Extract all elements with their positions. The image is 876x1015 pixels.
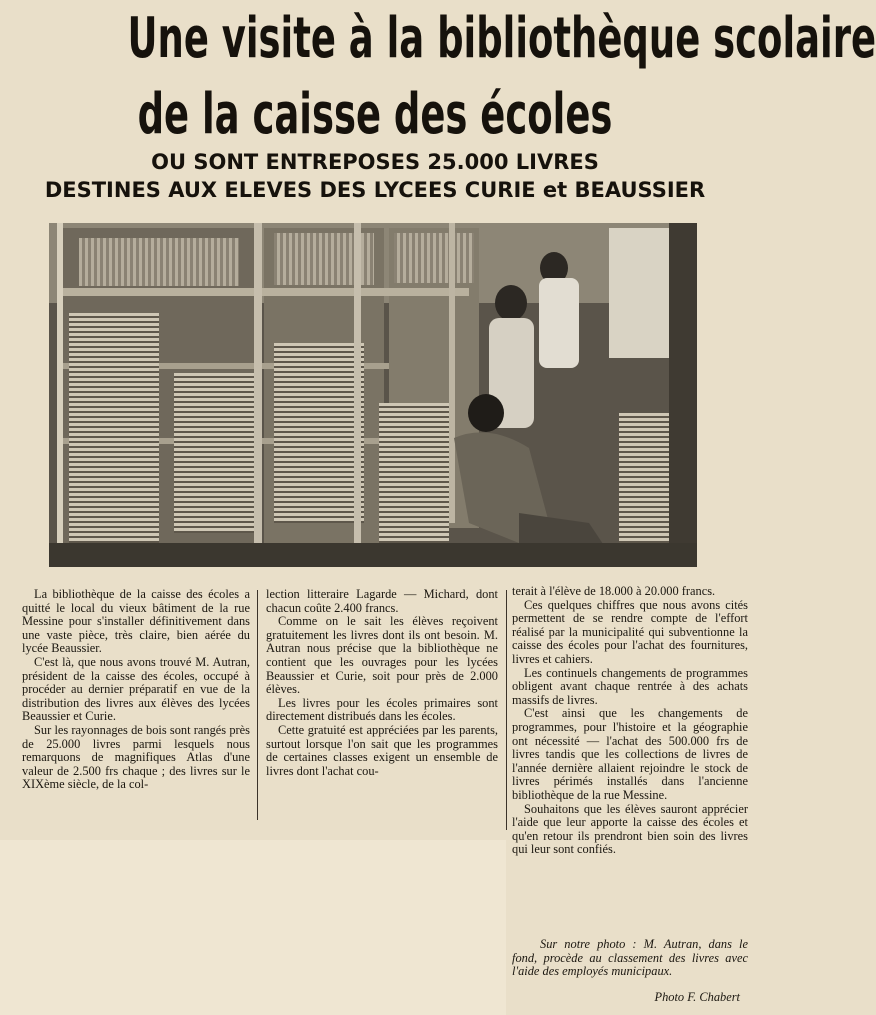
article-paragraph: Les livres pour les écoles primaires sont directement distribués dans les écoles. — [266, 695, 498, 724]
paper-edge — [0, 840, 506, 1015]
article-column-2 — [266, 588, 498, 778]
article-paragraph: terait à l'élève de 18.000 à 20.000 francs. — [512, 584, 716, 598]
bookshelves-illustration — [49, 223, 697, 567]
article-paragraph: C'est ainsi que les changements de programmes, pour l'histoire et la géographie ont nécessité — l'achat des 500.000 frs de livres tandis que les collections de livres de l'année dernière allaient rejoindre le stock de livres périmés installés dans l'ancienne bibliothèque de la rue Messine. — [512, 706, 748, 802]
article-column-3 — [512, 585, 748, 857]
column-divider — [257, 590, 258, 820]
article-paragraph: Sur les rayonnages de bois sont rangés près de 25.000 livres parmi lesquels nous remarquons de magnifiques Atlas d'une valeur de 2.500 frs chaque ; des livres sur le XIXème siècle, de la col- — [22, 722, 250, 792]
article-paragraph: Ces quelques chiffres que nous avons cités permettent de se rendre compte de l'effort réalisé par la municipalité qui subventionne la caisse des écoles pour l'achat des fournitures, livres et cahiers. — [512, 597, 748, 666]
subheadline-line-1: OU SONT ENTREPOSES 25.000 LIVRES — [151, 150, 599, 174]
photo-credit: Photo F. Chabert — [654, 990, 740, 1004]
article-paragraph: C'est là, que nous avons trouvé M. Autran, président de la caisse des écoles, occupé à procéder au dernier préparatif en vue de la distribution des livres aux élèves des lycées Beaussier et Curie. — [22, 654, 250, 724]
photo-caption — [512, 938, 748, 979]
column-divider — [506, 590, 507, 830]
headline-line-2: de la caisse des écoles — [137, 82, 613, 147]
article-paragraph: Cette gratuité est appréciées par les parents, surtout lorsque l'on sait que les programmes de certaines classes exigent un ensemble de livres dont l'achat cou- — [266, 722, 498, 778]
article-paragraph: Les continuels changements de programmes obligent avant chaque rentrée à des achats massifs de livres. — [512, 665, 748, 707]
article-column-1 — [22, 588, 250, 792]
article-paragraph: lection litteraire Lagarde — Michard, dont chacun coûte 2.400 francs. — [266, 587, 498, 615]
subheadline-line-2: DESTINES AUX ELEVES DES LYCEES CURIE et BEAUSSIER — [44, 178, 706, 202]
article-paragraph: La bibliothèque de la caisse des écoles a quitté le local du vieux bâtiment de la rue Messine pour s'installer définitivement dans une vaste pièce, très claire, bien aérée du lycée Beaussier. — [22, 587, 250, 656]
headline-line-1: Une visite à la bibliothèque scolaire — [127, 6, 876, 71]
article-paragraph: Souhaitons que les élèves sauront apprécier l'aide que leur apporte la caisse des écoles et qu'en retour ils prendront bien soin des livres qui leur sont confiés. — [512, 801, 748, 857]
article-paragraph: Comme on le sait les élèves reçoivent gratuitement les livres dont ils ont besoin. M. Autran nous précise que la bibliothèque ne contient que les ouvrages pour les lycées Beaussier et Curie, soit pour près de 2.000 élèves. — [266, 614, 498, 697]
article-photo — [49, 223, 697, 567]
caption-text: Sur notre photo : M. Autran, dans le fond, procède au classement des livres avec l'aide des employés municipaux. — [512, 937, 748, 979]
